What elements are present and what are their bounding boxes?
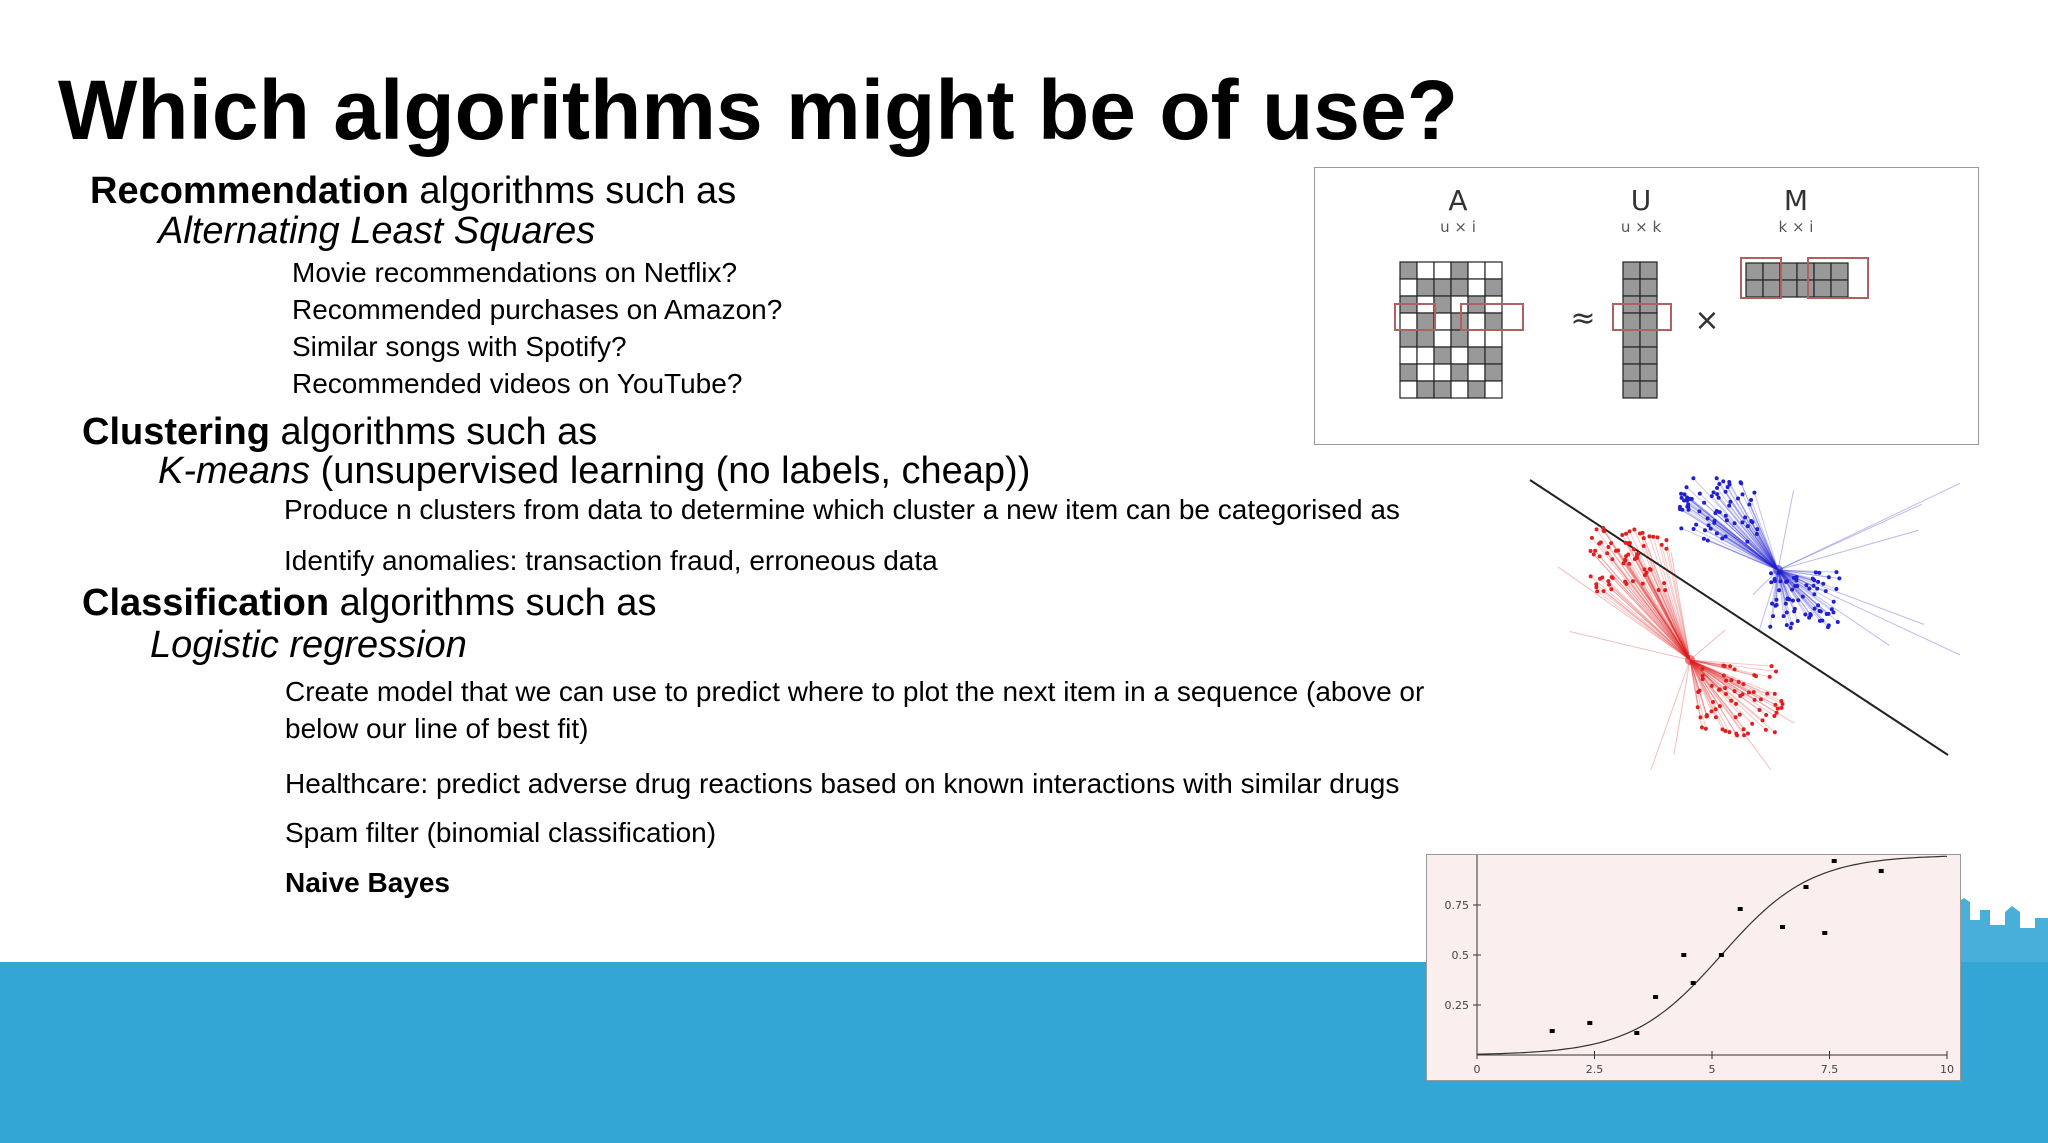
red-cluster-point — [1780, 706, 1784, 710]
matrix-u-cell — [1623, 381, 1640, 398]
blue-cluster-point — [1749, 498, 1753, 502]
matrix-a-cell — [1417, 313, 1434, 330]
red-cluster-point — [1606, 579, 1610, 583]
chart-point — [1719, 953, 1724, 957]
matrix-m-cell — [1763, 280, 1780, 297]
matrix-u-cell — [1623, 364, 1640, 381]
matrix-a-cell — [1485, 364, 1502, 381]
red-cluster-point — [1734, 702, 1738, 706]
blue-cluster-point — [1831, 610, 1835, 614]
matrix-a-cell — [1417, 347, 1434, 364]
matrix-a-cell — [1451, 364, 1468, 381]
blue-cluster-point — [1740, 520, 1744, 524]
blue-cluster-point — [1679, 492, 1683, 496]
red-cluster-point — [1595, 589, 1599, 593]
section-example-als: Alternating Least Squares — [158, 210, 596, 252]
blue-cluster-point — [1768, 625, 1772, 629]
section-heading-clustering: Clustering algorithms such as — [82, 411, 598, 453]
matrix-label-u: U — [1630, 184, 1652, 217]
blue-cluster-point — [1728, 500, 1732, 504]
matrix-a-cell — [1434, 296, 1451, 313]
red-cluster-point — [1720, 727, 1724, 731]
blue-cluster-point — [1771, 614, 1775, 618]
blue-cluster-point — [1836, 620, 1840, 624]
matrix-a-cell — [1485, 330, 1502, 347]
blue-cluster-point — [1741, 492, 1745, 496]
blue-cluster-point — [1694, 523, 1698, 527]
blue-cluster-point — [1812, 578, 1816, 582]
red-cluster-point — [1754, 674, 1758, 678]
red-cluster-point — [1620, 533, 1624, 537]
matrix-label-m: M — [1783, 184, 1809, 217]
matrix-a-cell — [1451, 279, 1468, 296]
blue-cluster-point — [1685, 505, 1689, 509]
bullet-amazon: Recommended purchases on Amazon? — [292, 294, 783, 325]
chart-point — [1653, 995, 1658, 999]
kmeans-cluster-illustration — [1520, 470, 1960, 790]
bullet-clusters: Produce n clusters from data to determine which cluster a new item can be categorised as — [284, 494, 1400, 525]
matrix-a-cell — [1451, 313, 1468, 330]
blue-cluster-point — [1702, 501, 1706, 505]
chart-point — [1879, 869, 1884, 873]
skyline-graphic — [1950, 880, 2048, 970]
times-symbol: × — [1694, 303, 1720, 338]
red-cluster-point — [1718, 704, 1722, 708]
red-cluster-link — [1612, 559, 1690, 660]
matrix-u-cell — [1640, 347, 1657, 364]
red-cluster-point — [1765, 692, 1769, 696]
matrix-dim-m: k × i — [1778, 218, 1814, 236]
chart-point — [1691, 981, 1696, 985]
red-cluster-point — [1746, 731, 1750, 735]
red-cluster-point — [1735, 733, 1739, 737]
matrix-a-cell — [1485, 313, 1502, 330]
blue-cluster-point — [1683, 492, 1687, 496]
chart-point — [1587, 1021, 1592, 1025]
matrix-m-cell — [1746, 263, 1763, 280]
matrix-u-cell — [1623, 262, 1640, 279]
blue-cluster-point — [1827, 623, 1831, 627]
red-cluster-link — [1674, 660, 1690, 755]
blue-cluster-point — [1819, 610, 1823, 614]
chart-point — [1780, 925, 1785, 929]
y-tick-label: 0.5 — [1451, 949, 1469, 962]
blue-cluster-point — [1724, 514, 1728, 518]
matrix-a-cell — [1468, 313, 1485, 330]
bullet-spam-filter: Spam filter (binomial classification) — [285, 817, 717, 848]
red-cluster-point — [1624, 532, 1628, 536]
matrix-a-cell — [1485, 262, 1502, 279]
blue-cluster-centroid — [1773, 565, 1783, 575]
matrix-a-cell — [1417, 381, 1434, 398]
matrix-m-cell — [1763, 263, 1780, 280]
red-cluster-point — [1773, 730, 1777, 734]
matrix-a-cell — [1485, 381, 1502, 398]
matrix-a-cell — [1434, 330, 1451, 347]
blue-cluster-point — [1821, 582, 1825, 586]
blue-cluster-link — [1778, 481, 1960, 570]
blue-cluster-point — [1736, 496, 1740, 500]
matrix-a-cell — [1400, 313, 1417, 330]
red-cluster-point — [1655, 535, 1659, 539]
red-cluster-point — [1662, 581, 1666, 585]
red-cluster-point — [1594, 585, 1598, 589]
blue-cluster-point — [1698, 492, 1702, 496]
logistic-curve — [1477, 856, 1947, 1054]
matrix-a-cell — [1451, 381, 1468, 398]
red-cluster-point — [1770, 664, 1774, 668]
matrix-factorization-figure — [1314, 167, 1979, 445]
blue-cluster-point — [1727, 480, 1731, 484]
red-cluster-point — [1593, 549, 1597, 553]
matrix-m-grid — [1746, 263, 1848, 297]
blue-cluster-point — [1808, 612, 1812, 616]
matrix-a-cell — [1434, 313, 1451, 330]
blue-cluster-point — [1680, 508, 1684, 512]
matrix-a-cell — [1434, 279, 1451, 296]
matrix-a-cell — [1434, 347, 1451, 364]
matrix-a-cell — [1400, 279, 1417, 296]
matrix-a-cell — [1400, 381, 1417, 398]
red-cluster-point — [1723, 686, 1727, 690]
matrix-u-cell — [1640, 381, 1657, 398]
blue-cluster-point — [1834, 570, 1838, 574]
red-cluster-point — [1704, 727, 1708, 731]
blue-cluster-point — [1769, 580, 1773, 584]
red-cluster-point — [1700, 725, 1704, 729]
red-cluster-point — [1772, 714, 1776, 718]
blue-cluster-point — [1726, 485, 1730, 489]
chart-ticks — [1445, 899, 1955, 1076]
blue-cluster-link — [1712, 496, 1778, 570]
matrix-a-cell — [1468, 330, 1485, 347]
y-tick-label: 0.75 — [1444, 899, 1469, 912]
blue-cluster-point — [1747, 503, 1751, 507]
red-cluster-point — [1664, 538, 1668, 542]
red-cluster-link — [1651, 660, 1690, 770]
red-cluster-point — [1727, 730, 1731, 734]
red-cluster-point — [1606, 545, 1610, 549]
red-cluster — [1558, 526, 1794, 770]
matrix-m-cell — [1797, 263, 1814, 280]
chart-point — [1550, 1029, 1555, 1033]
x-tick-label: 10 — [1940, 1063, 1954, 1076]
blue-cluster-point — [1790, 622, 1794, 626]
matrix-dim-u: u × k — [1620, 218, 1662, 236]
blue-cluster-point — [1773, 604, 1777, 608]
blue-cluster-point — [1710, 494, 1714, 498]
matrix-a-cell — [1451, 330, 1468, 347]
blue-cluster-point — [1785, 623, 1789, 627]
blue-cluster-link — [1778, 504, 1922, 570]
matrix-m-cell — [1814, 280, 1831, 297]
chart-point — [1738, 907, 1743, 911]
blue-cluster-point — [1692, 527, 1696, 531]
blue-cluster-point — [1782, 614, 1786, 618]
chart-axes — [1477, 855, 1947, 1055]
red-cluster-point — [1728, 664, 1732, 668]
matrix-u-cell — [1640, 364, 1657, 381]
red-cluster-point — [1768, 675, 1772, 679]
bullet-create-model: Create model that we can use to predict where to plot the next item in a sequence (above or — [285, 676, 1425, 707]
blue-cluster-point — [1826, 612, 1830, 616]
blue-cluster-point — [1750, 520, 1754, 524]
blue-cluster-point — [1837, 576, 1841, 580]
matrix-a-cell — [1434, 364, 1451, 381]
blue-cluster-point — [1680, 496, 1684, 500]
red-cluster-point — [1599, 540, 1603, 544]
red-cluster-point — [1638, 532, 1642, 536]
matrix-u-cell — [1623, 347, 1640, 364]
blue-cluster-point — [1691, 476, 1695, 480]
red-cluster-point — [1718, 687, 1722, 691]
x-tick-label: 2.5 — [1585, 1063, 1604, 1076]
matrix-a-cell — [1400, 364, 1417, 381]
red-cluster-point — [1738, 713, 1742, 717]
matrix-m-cell — [1831, 263, 1848, 280]
red-cluster-point — [1628, 529, 1632, 533]
red-cluster-point — [1601, 526, 1605, 530]
matrix-dim-a: u × i — [1440, 218, 1476, 236]
red-cluster-point — [1595, 527, 1599, 531]
matrix-m-cell — [1746, 280, 1763, 297]
matrix-a-cell — [1417, 330, 1434, 347]
red-cluster-point — [1774, 670, 1778, 674]
matrix-a-cell — [1434, 381, 1451, 398]
red-cluster-point — [1773, 692, 1777, 696]
blue-cluster-point — [1685, 485, 1689, 489]
bullet-line-of-best-fit: below our line of best fit) — [285, 713, 589, 744]
red-cluster-point — [1598, 577, 1602, 581]
matrix-a-cell — [1468, 279, 1485, 296]
blue-cluster-point — [1709, 527, 1713, 531]
blue-cluster-point — [1816, 603, 1820, 607]
approx-symbol: ≈ — [1570, 301, 1596, 336]
matrix-a-cell — [1485, 279, 1502, 296]
matrix-u-cell — [1623, 313, 1640, 330]
blue-cluster-point — [1807, 616, 1811, 620]
blue-cluster-point — [1816, 580, 1820, 584]
red-cluster-point — [1651, 535, 1655, 539]
matrix-label-a: A — [1448, 184, 1468, 217]
blue-cluster-point — [1715, 476, 1719, 480]
matrix-a-cell — [1485, 347, 1502, 364]
matrix-m-cell — [1797, 280, 1814, 297]
blue-cluster-point — [1721, 479, 1725, 483]
blue-cluster-point — [1769, 571, 1773, 575]
blue-cluster-point — [1715, 486, 1719, 490]
blue-cluster-point — [1679, 526, 1683, 530]
chart-point — [1804, 885, 1809, 889]
matrix-m-cell — [1780, 263, 1797, 280]
matrix-a-cell — [1451, 262, 1468, 279]
bullet-healthcare: Healthcare: predict adverse drug reactions based on known interactions with similar drugs — [285, 768, 1400, 799]
chart-point — [1681, 953, 1686, 957]
chart-point — [1832, 859, 1837, 863]
matrix-a-cell — [1417, 364, 1434, 381]
red-cluster-point — [1705, 713, 1709, 717]
red-cluster-point — [1626, 553, 1630, 557]
red-cluster-point — [1698, 715, 1702, 719]
chart-points — [1550, 859, 1884, 1035]
red-cluster-centroid — [1685, 655, 1695, 665]
red-cluster-link — [1690, 660, 1782, 708]
x-tick-label: 7.5 — [1820, 1063, 1839, 1076]
bullet-naive-bayes: Naive Bayes — [285, 867, 451, 898]
red-cluster-point — [1589, 549, 1593, 553]
blue-cluster-point — [1687, 497, 1691, 501]
red-cluster-point — [1664, 547, 1668, 551]
bullet-spotify: Similar songs with Spotify? — [292, 331, 627, 362]
chart-point — [1822, 931, 1827, 935]
red-cluster-point — [1779, 699, 1783, 703]
matrix-u-cell — [1623, 279, 1640, 296]
red-cluster-link — [1690, 630, 1725, 660]
blue-cluster-point — [1712, 490, 1716, 494]
red-cluster-point — [1764, 728, 1768, 732]
red-cluster-point — [1750, 722, 1754, 726]
matrix-m-cell — [1814, 263, 1831, 280]
matrix-a-cell — [1468, 364, 1485, 381]
section-heading-classification: Classification algorithms such as — [82, 582, 657, 624]
red-cluster-point — [1764, 713, 1768, 717]
blue-cluster-link — [1778, 490, 1794, 570]
matrix-a-cell — [1400, 262, 1417, 279]
matrix-a-cell — [1468, 381, 1485, 398]
y-tick-label: 0.25 — [1444, 999, 1469, 1012]
matrix-a-cell — [1400, 330, 1417, 347]
logistic-regression-chart — [1426, 854, 1961, 1081]
x-tick-label: 5 — [1708, 1063, 1716, 1076]
bullet-youtube: Recommended videos on YouTube? — [292, 368, 743, 399]
blue-cluster-point — [1727, 504, 1731, 508]
bullet-anomalies: Identify anomalies: transaction fraud, erroneous data — [284, 545, 938, 576]
matrix-m-cell — [1831, 280, 1848, 297]
blue-cluster-point — [1770, 602, 1774, 606]
blue-cluster-point — [1832, 600, 1836, 604]
matrix-a-cell — [1417, 262, 1434, 279]
blue-cluster-point — [1739, 481, 1743, 485]
matrix-a-cell — [1468, 347, 1485, 364]
matrix-a-cell — [1434, 262, 1451, 279]
x-tick-label: 0 — [1473, 1063, 1481, 1076]
matrix-u-cell — [1640, 262, 1657, 279]
red-cluster-point — [1632, 528, 1636, 532]
matrix-a-cell — [1451, 347, 1468, 364]
blue-cluster-point — [1796, 619, 1800, 623]
section-heading-recommendation: Recommendation algorithms such as — [90, 170, 737, 212]
matrix-u-cell — [1623, 330, 1640, 347]
matrix-a-cell — [1417, 279, 1434, 296]
matrix-a-cell — [1468, 262, 1485, 279]
red-cluster-point — [1647, 534, 1651, 538]
matrix-u-cell — [1640, 330, 1657, 347]
bullet-netflix: Movie recommendations on Netflix? — [292, 257, 738, 288]
red-cluster-point — [1590, 536, 1594, 540]
red-cluster-point — [1589, 574, 1593, 578]
red-cluster-point — [1610, 557, 1614, 561]
matrix-u-cell — [1640, 313, 1657, 330]
section-example-logistic: Logistic regression — [150, 624, 467, 666]
blue-cluster-point — [1818, 619, 1822, 623]
matrix-u-cell — [1640, 279, 1657, 296]
matrix-m-cell — [1780, 280, 1797, 297]
chart-point — [1634, 1031, 1639, 1035]
blue-cluster-point — [1789, 626, 1793, 630]
section-example-kmeans: K-means (unsupervised learning (no labels, cheap)) — [158, 450, 1031, 492]
matrix-a-cell — [1400, 347, 1417, 364]
blue-cluster-point — [1752, 491, 1756, 495]
blue-cluster-point — [1834, 587, 1838, 591]
blue-cluster — [1678, 476, 1960, 657]
page-title: Which algorithms might be of use? — [58, 63, 1459, 157]
